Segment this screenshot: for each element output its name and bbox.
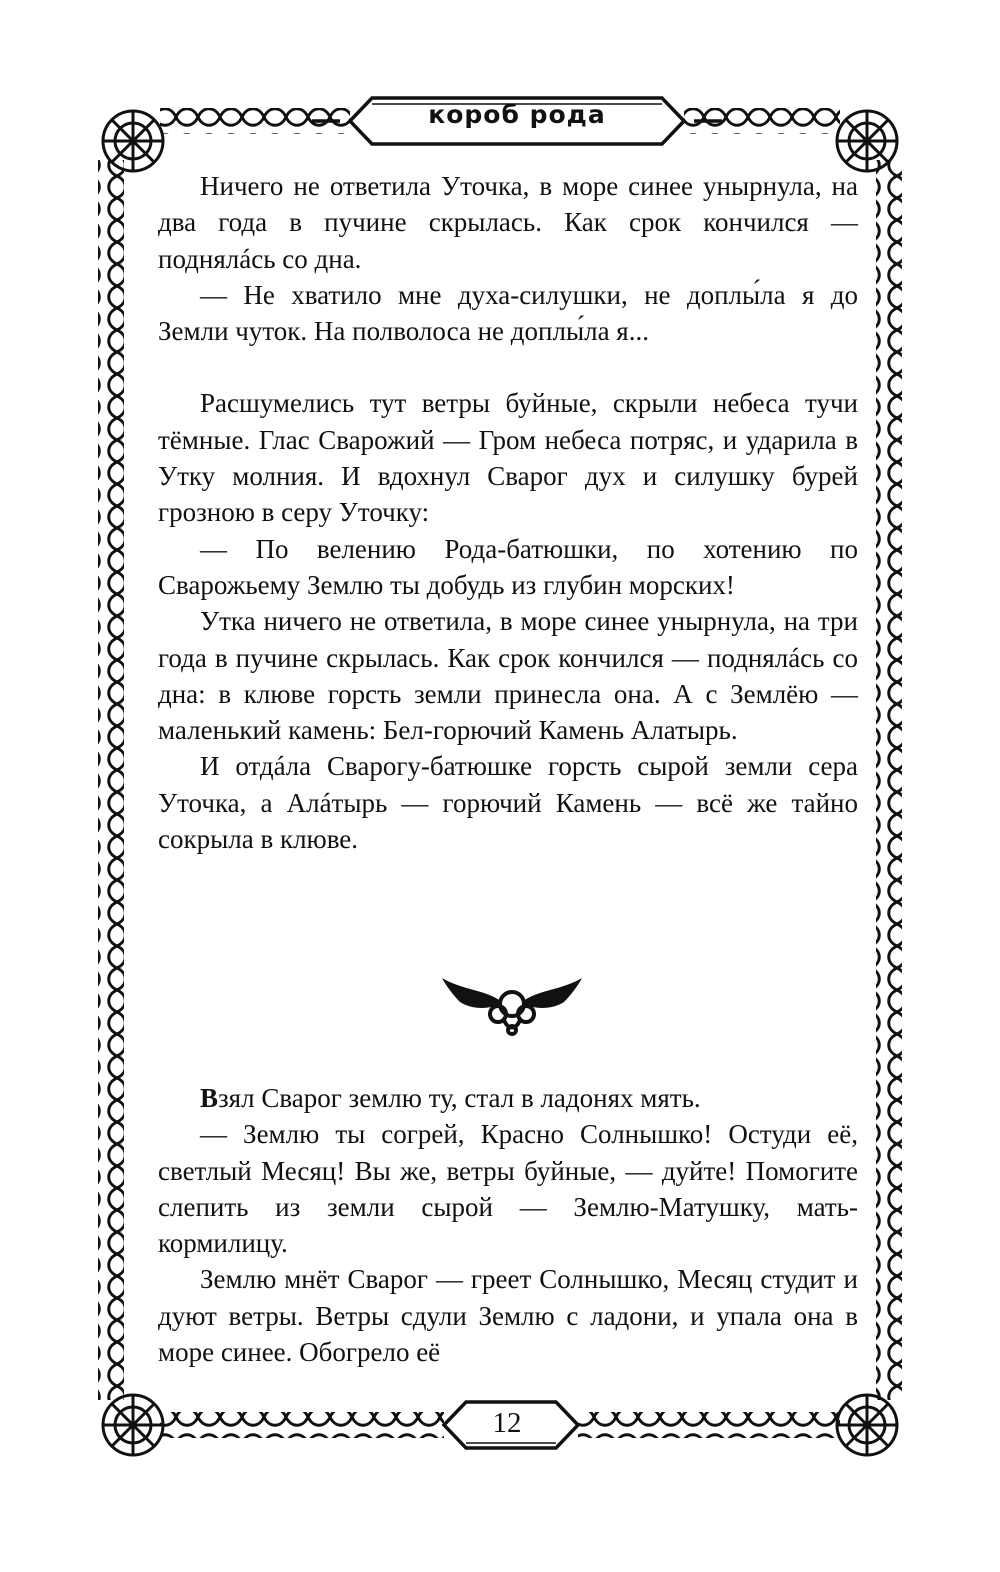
paragraph: Утка ничего не ответила, в море синее унырнула, на три года в пучине скрылась. Как срок кончился — поднялáсь со дна: в клюве горсть земли принесла она. А с Землёю — маленький камень: Бел-горючий Камень Алатырь.	[158, 606, 858, 746]
text-block-upper	[158, 168, 858, 857]
text-block-lower	[158, 1080, 858, 1370]
page-number: 12	[492, 1406, 522, 1439]
running-header: короб рода	[428, 99, 606, 129]
corner-knot-top-left	[103, 111, 163, 171]
drop-cap: В	[200, 1083, 219, 1113]
paragraph-first-rest: зял Сварог землю ту, стал в ладонях мять.	[218, 1083, 701, 1113]
paragraph-first	[158, 1080, 858, 1116]
paragraph: Ничего не ответила Уточка, в море синее унырнула, на два года в пучине скрылась. Как срок кончился — поднялáсь со дна.	[158, 171, 858, 274]
section-divider-ornament-icon	[432, 960, 592, 1040]
paragraph: И отдáла Сварогу-батюшке горсть сырой земли сера Уточка, а Алáтырь — горючий Камень — всё же тайно сокрыла в клюве.	[158, 751, 858, 855]
paragraph: — Землю ты согрей, Красно Солнышко! Остуди её, светлый Месяц! Вы же, ветры буйные, — дуйте! Помогите слепить из земли сырой — Землю-Матушку, мать-кормилицу.	[158, 1119, 858, 1259]
paragraph: — Не хватило мне духа-силушки, не доплы́ла я до Земли чуток. На полволоса не доплы́ла я...	[158, 279, 858, 347]
paragraph: Расшумелись тут ветры буйные, скрыли небеса тучи тёмные. Глас Сварожий — Гром небеса потряс, и ударила в Утку молния. И вдохнул Сварог дух и силушку бурей грозною в серу Уточку:	[158, 388, 858, 528]
paragraph: Землю мнёт Сварог — греет Солнышко, Месяц студит и дуют ветры. Ветры сдули Землю с ладони, и упала она в море синее. Обогрело её	[158, 1264, 858, 1368]
paragraph: — По велению Рода-батюшки, по хотению по Сварожьему Землю ты добудь из глубин морских!	[158, 533, 858, 600]
